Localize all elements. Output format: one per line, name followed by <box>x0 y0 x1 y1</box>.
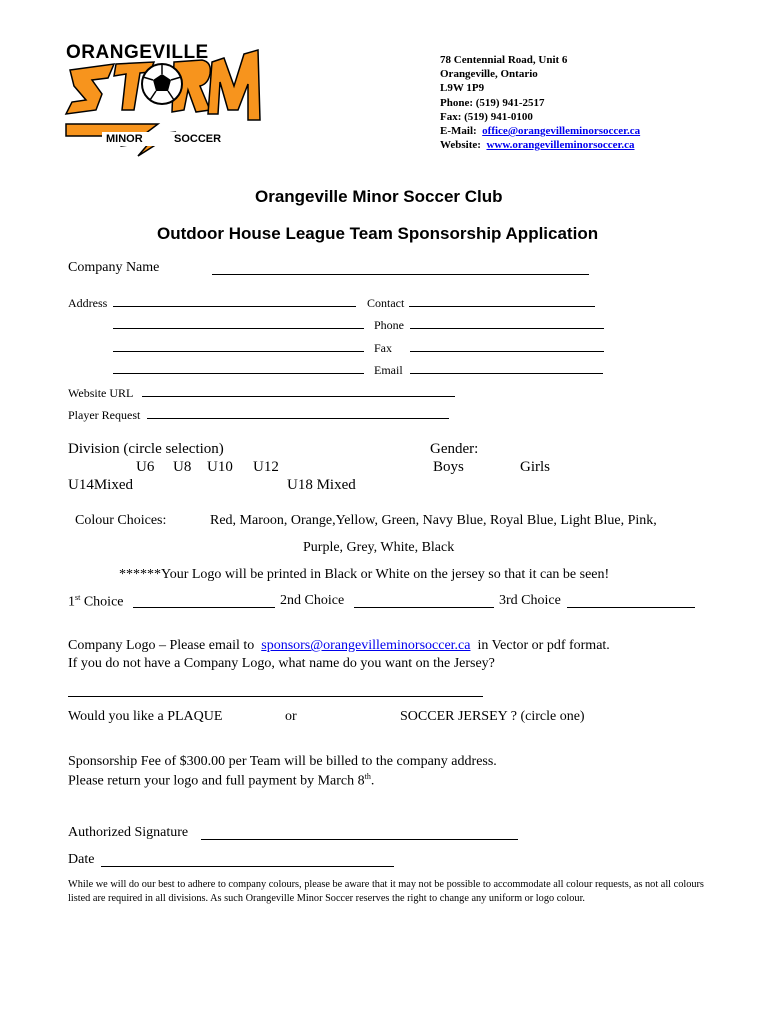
website-line: Website: www.orangevilleminorsoccer.ca <box>440 139 635 152</box>
colour-list-line-2: Purple, Grey, White, Black <box>303 540 455 555</box>
club-title: Orangeville Minor Soccer Club <box>255 187 503 206</box>
contact-block <box>440 53 640 152</box>
sponsorship-fee-text: Sponsorship Fee of $300.00 per Team will be billed to the company address. <box>68 754 497 769</box>
division-option-u18[interactable]: U18 Mixed <box>287 477 356 493</box>
first-choice: 1st Choice <box>68 593 124 610</box>
plaque-question[interactable]: Would you like a PLAQUE <box>68 709 223 724</box>
colour-list-line-1: Red, Maroon, Orange,Yellow, Green, Navy Blue, Royal Blue, Light Blue, Pink, <box>210 513 657 528</box>
gender-label: Gender: <box>430 441 479 457</box>
gender-option-girls[interactable]: Girls <box>520 459 550 475</box>
division-option-u8[interactable]: U8 <box>173 459 192 475</box>
office-email-link[interactable]: office@orangevilleminorsoccer.ca <box>482 125 641 138</box>
address-field-1[interactable] <box>113 296 356 307</box>
player-request-field[interactable] <box>147 408 449 419</box>
contact-label: Contact <box>367 296 405 310</box>
phone-label: Phone <box>374 318 404 332</box>
second-choice-field[interactable] <box>354 594 494 608</box>
third-choice-label: 3rd Choice <box>499 593 561 608</box>
division-option-u14[interactable]: U14Mixed <box>68 477 133 493</box>
phone-number: Phone: (519) 941-2517 <box>440 96 545 109</box>
first-choice-field[interactable] <box>133 594 275 608</box>
address-field-2[interactable] <box>113 318 364 329</box>
date-label: Date <box>68 852 95 867</box>
jersey-name-field[interactable] <box>68 684 483 697</box>
division-option-u6[interactable]: U6 <box>136 459 155 475</box>
fax-field[interactable] <box>410 341 604 352</box>
contact-field[interactable] <box>409 296 595 307</box>
logo-top-text: ORANGEVILLE <box>66 42 209 63</box>
website-link[interactable]: www.orangevilleminorsoccer.ca <box>486 139 635 152</box>
colour-choices-label: Colour Choices: <box>75 513 167 528</box>
email-field[interactable] <box>410 363 603 374</box>
sponsors-email-link[interactable]: sponsors@orangevilleminorsoccer.ca <box>261 638 471 653</box>
plaque-or: or <box>285 709 297 724</box>
date-field[interactable] <box>101 853 394 867</box>
soccer-jersey-option[interactable]: SOCCER JERSEY ? (circle one) <box>400 709 585 724</box>
website-url-label: Website URL <box>68 386 134 400</box>
logo-minor-text: MINOR <box>106 133 143 145</box>
division-option-u12[interactable]: U12 <box>253 459 279 475</box>
address-field-4[interactable] <box>113 363 364 374</box>
division-label: Division (circle selection) <box>68 441 224 457</box>
phone-field[interactable] <box>410 318 604 329</box>
fax-label: Fax <box>374 341 392 355</box>
authorized-signature-label: Authorized Signature <box>68 825 189 840</box>
address-line-2: Orangeville, Ontario <box>440 68 538 81</box>
company-name-field[interactable] <box>212 262 589 275</box>
website-url-field[interactable] <box>142 386 455 397</box>
address-line-1: 78 Centennial Road, Unit 6 <box>440 54 568 66</box>
company-logo-line: Company Logo – Please email to sponsors@orangevilleminorsoccer.ca in Vector or pdf format. <box>68 638 610 653</box>
club-logo <box>62 40 267 158</box>
second-choice-label: 2nd Choice <box>280 593 345 608</box>
form-title: Outdoor House League Team Sponsorship Application <box>157 224 599 243</box>
gender-option-boys[interactable]: Boys <box>433 459 464 475</box>
division-option-u10[interactable]: U10 <box>207 459 233 475</box>
logo-soccer-text: SOCCER <box>174 133 222 145</box>
company-name-label: Company Name <box>68 260 160 275</box>
authorized-signature-field[interactable] <box>201 826 518 840</box>
third-choice-field[interactable] <box>567 594 695 608</box>
postal-code: L9W 1P9 <box>440 82 485 95</box>
return-by-text: Please return your logo and full payment by March 8th. <box>68 772 375 789</box>
email-line: E-Mail: office@orangevilleminorsoccer.ca <box>440 125 641 138</box>
player-request-label: Player Request <box>68 408 141 422</box>
address-label: Address <box>68 296 108 310</box>
address-field-3[interactable] <box>113 341 364 352</box>
logo-print-note: ******Your Logo will be printed in Black or White on the jersey so that it can be seen! <box>119 567 610 582</box>
disclaimer-text: While we will do our best to adhere to company colours, please be aware that it may not be possible to accommodate all colour requests, as not all colours listed are required in all divisions. As such Orangeville Minor Soccer reserves the right to change any uniform or logo colour. <box>68 879 704 904</box>
email-label: Email <box>374 363 403 377</box>
jersey-name-question: If you do not have a Company Logo, what name do you want on the Jersey? <box>68 656 495 671</box>
fax-number: Fax: (519) 941-0100 <box>440 110 533 123</box>
